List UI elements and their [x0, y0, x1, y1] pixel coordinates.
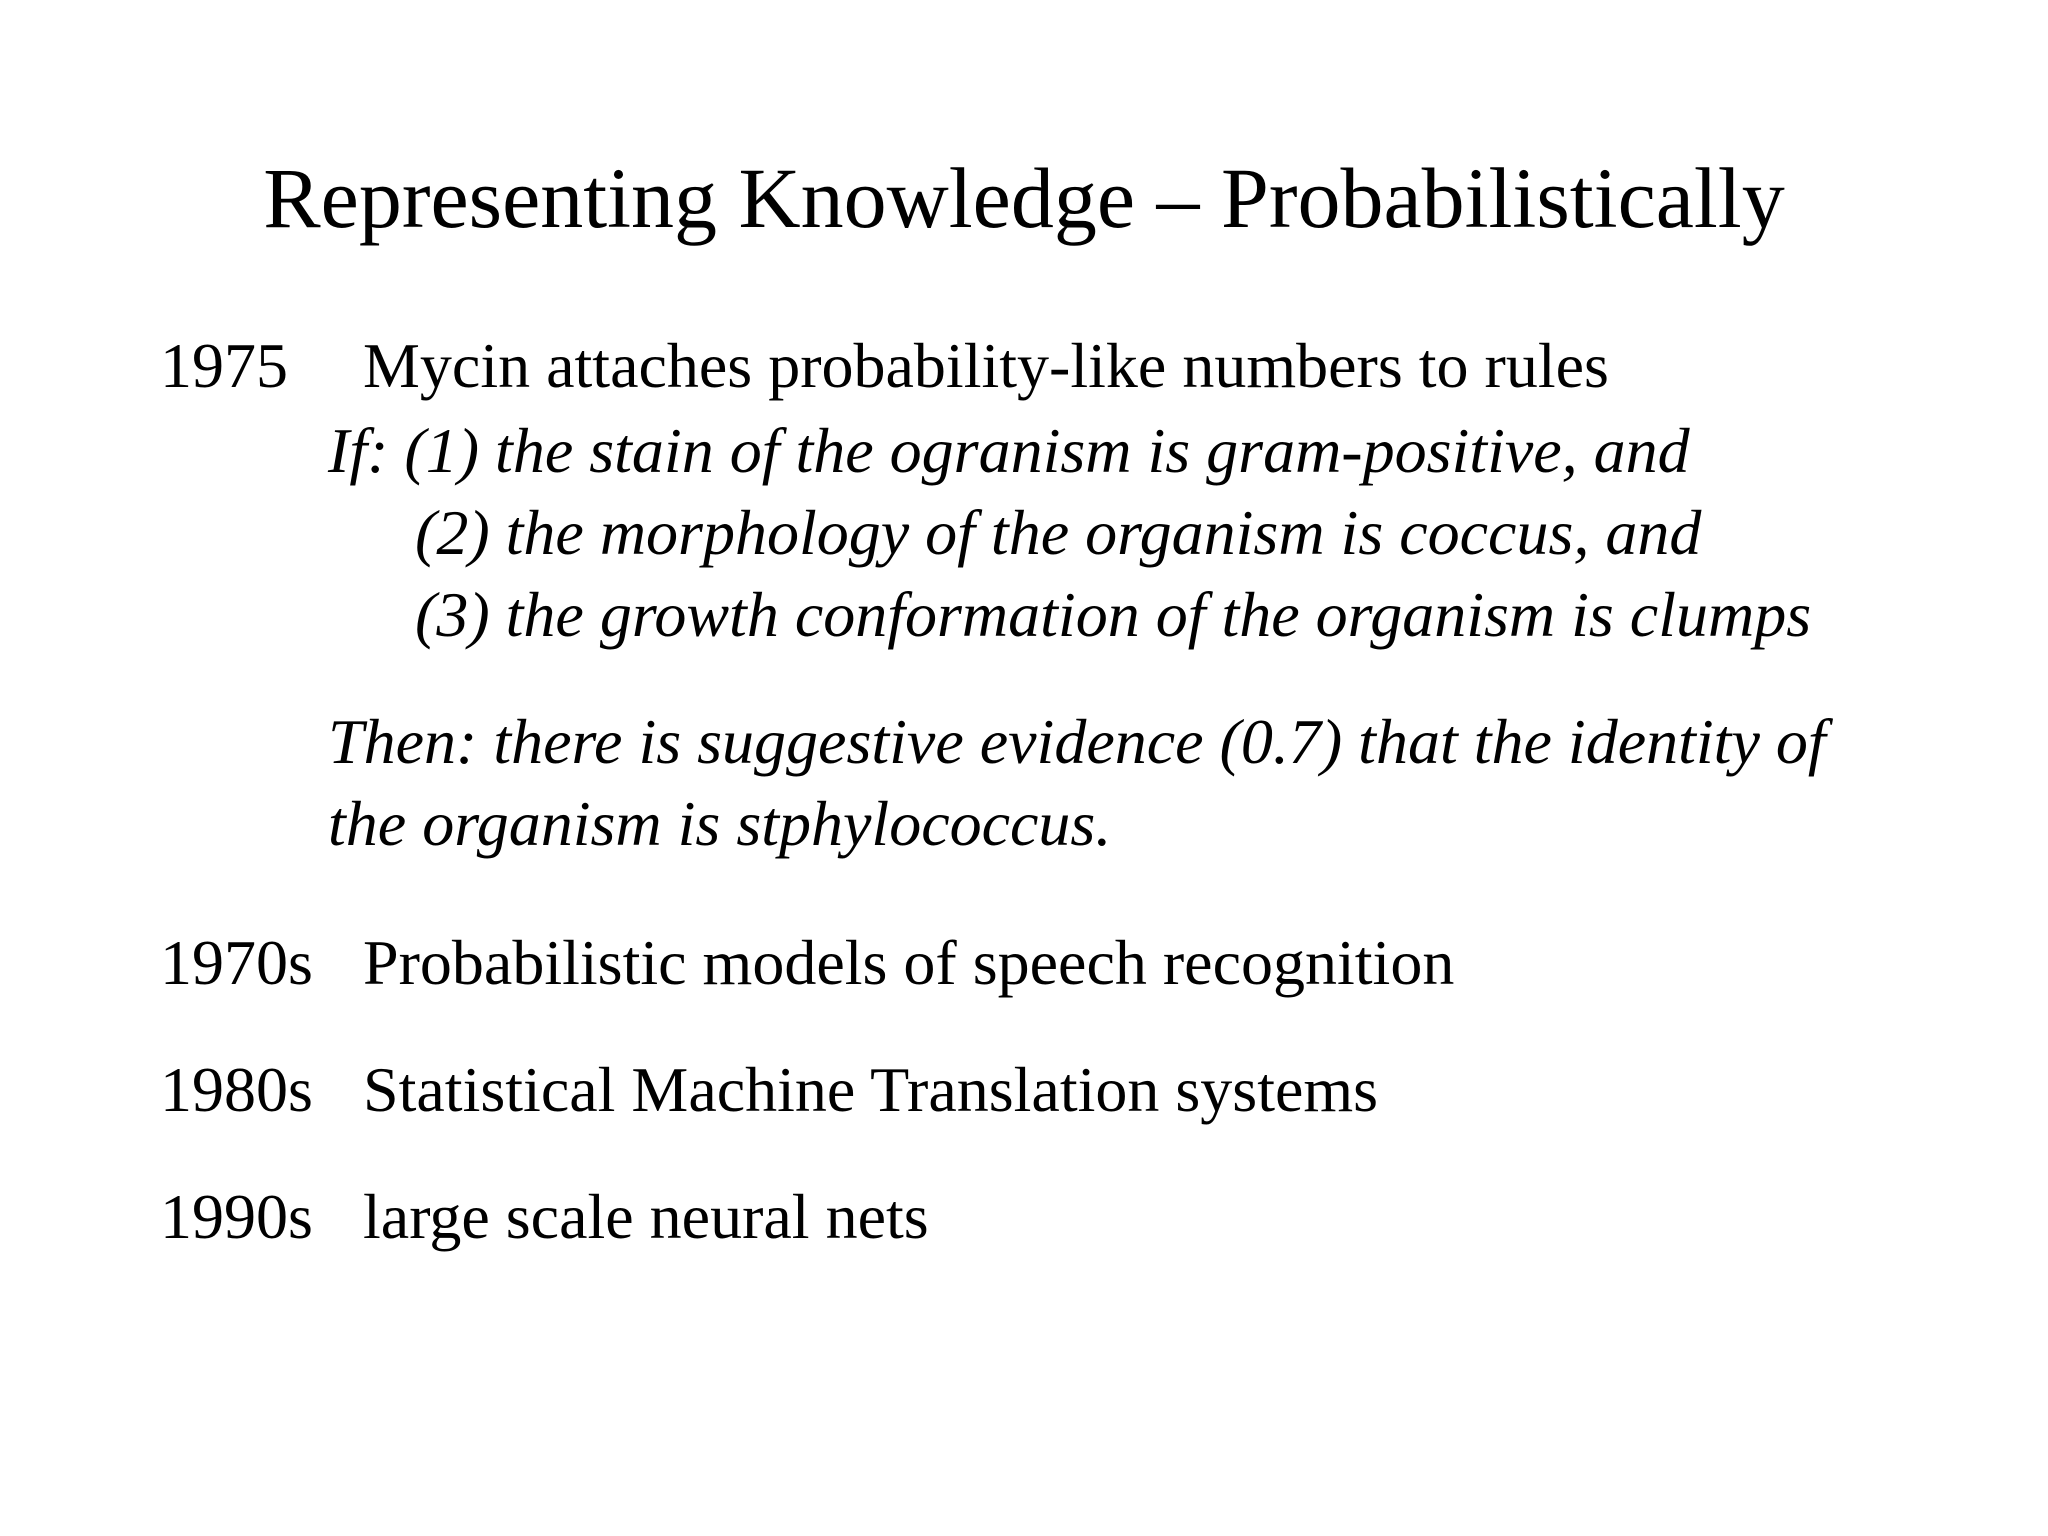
entry-year-1970s: 1970s [160, 927, 313, 998]
entry-year-1975: 1975 [160, 330, 288, 401]
rule-then-line-1: Then: there is suggestive evidence (0.7) that the identity of [328, 706, 1826, 777]
rule-if-line: If: (1) the stain of the ogranism is gram-positive, and [328, 415, 1690, 486]
entry-text-1990s: large scale neural nets [363, 1181, 929, 1252]
entry-text-1975: Mycin attaches probability-like numbers to rules [363, 330, 1609, 401]
entry-year-1990s: 1990s [160, 1181, 313, 1252]
entry-year-1980s: 1980s [160, 1054, 313, 1125]
rule-then-line-2: the organism is stphylococcus. [328, 788, 1112, 859]
rule-condition-3: (3) the growth conformation of the organism is clumps [415, 579, 1812, 650]
entry-text-1980s: Statistical Machine Translation systems [363, 1054, 1379, 1125]
rule-condition-2: (2) the morphology of the organism is coccus, and [415, 497, 1702, 568]
entry-text-1970s: Probabilistic models of speech recognition [363, 927, 1455, 998]
slide-title: Representing Knowledge – Probabilistically [263, 150, 1785, 246]
